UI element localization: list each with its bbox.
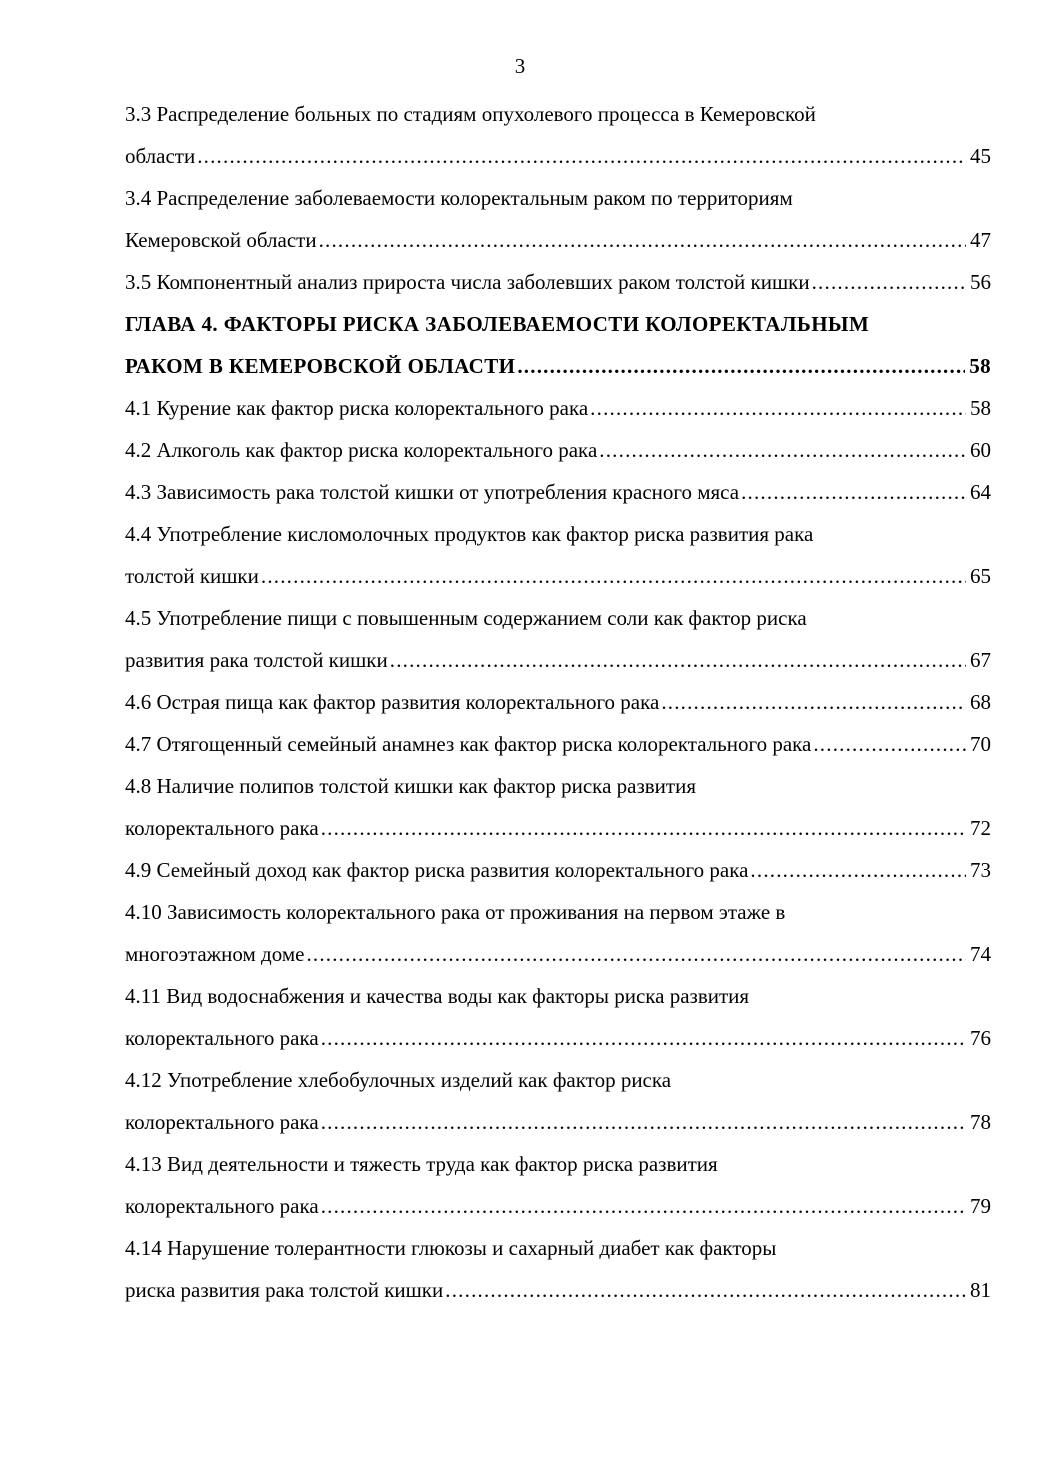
dot-leader	[321, 1101, 966, 1143]
toc-entry-leader-line	[125, 639, 991, 681]
toc-entry-page-number: 79	[970, 1194, 991, 1218]
toc-entry-page-number: 78	[970, 1110, 991, 1134]
toc-entry-leader-line	[125, 387, 991, 429]
toc-entry-page-number: 45	[970, 144, 991, 168]
toc-entry[interactable]	[125, 891, 991, 975]
toc-entry-title: 4.7 Отягощенный семейный анамнез как фактор риска колоректального рака	[125, 732, 812, 756]
toc-entry-page-number: 70	[970, 732, 991, 756]
dot-leader	[517, 345, 965, 387]
toc-entry[interactable]	[125, 261, 991, 303]
toc-entry-page-number: 58	[969, 354, 991, 378]
toc-entry-leader-line	[125, 219, 991, 261]
toc-entry-title: РАКОМ В КЕМЕРОВСКОЙ ОБЛАСТИ	[125, 354, 516, 378]
toc-entry-title: Кемеровской области	[125, 228, 317, 252]
toc-entry[interactable]	[125, 177, 991, 261]
toc-entry-title: толстой кишки	[125, 564, 259, 588]
toc-entry[interactable]	[125, 681, 991, 723]
toc-entry[interactable]	[125, 471, 991, 513]
toc-entry-title: 4.3 Зависимость рака толстой кишки от употребления красного мяса	[125, 480, 740, 504]
toc-entry[interactable]	[125, 1143, 991, 1227]
toc-entry-page-number: 76	[970, 1026, 991, 1050]
toc-entry-title-line: ГЛАВА 4. ФАКТОРЫ РИСКА ЗАБОЛЕВАЕМОСТИ КОЛОРЕКТАЛЬНЫМ	[125, 312, 870, 336]
toc-entry-leader-line	[125, 1101, 991, 1143]
toc-entry-title: 4.9 Семейный доход как фактор риска развития колоректального рака	[125, 858, 749, 882]
toc-entry[interactable]	[125, 1059, 991, 1143]
toc-entry-title-line: 4.4 Употребление кисломолочных продуктов как фактор риска развития рака	[125, 522, 814, 546]
toc-entry-leader-line	[125, 555, 991, 597]
toc-entry-title: колоректального рака	[125, 1026, 319, 1050]
toc-entry-title-line: 4.12 Употребление хлебобулочных изделий как фактор риска	[125, 1068, 672, 1092]
toc-entry-page-number: 74	[970, 942, 991, 966]
toc-entry[interactable]	[125, 597, 991, 681]
dot-leader	[306, 933, 966, 975]
toc-entry-leader-line	[125, 807, 991, 849]
dot-leader	[321, 807, 966, 849]
toc-entry-leader-line	[125, 471, 991, 513]
dot-leader	[261, 555, 966, 597]
toc-entry-page-number: 60	[970, 438, 991, 462]
dot-leader	[445, 1269, 966, 1311]
toc-entry-title: колоректального рака	[125, 1110, 319, 1134]
toc-entry-leader-line	[125, 1269, 991, 1311]
page-number: 3	[514, 54, 526, 78]
toc-entry-page-number: 72	[970, 816, 991, 840]
toc-entry-title: 3.5 Компонентный анализ прироста числа заболевших раком толстой кишки	[125, 270, 810, 294]
dot-leader	[661, 681, 966, 723]
toc-entry-leader-line	[125, 1185, 991, 1227]
toc-entry-title: многоэтажном доме	[125, 942, 305, 966]
toc-entry-title: риска развития рака толстой кишки	[125, 1278, 444, 1302]
toc-entry-title-line: 4.10 Зависимость колоректального рака от проживания на первом этаже в	[125, 900, 786, 924]
toc-entry-title: развития рака толстой кишки	[125, 648, 388, 672]
toc-entry[interactable]	[125, 429, 991, 471]
dot-leader	[813, 723, 966, 765]
toc-entry-title-line: 3.4 Распределение заболеваемости колоректальным раком по территориям	[125, 186, 793, 210]
toc-entry-title-line: 4.14 Нарушение толерантности глюкозы и сахарный диабет как факторы	[125, 1236, 777, 1260]
toc-entry-leader-line	[125, 135, 991, 177]
toc-entry-title-line: 4.5 Употребление пищи с повышенным содержанием соли как фактор риска	[125, 606, 807, 630]
toc-entry-leader-line	[125, 429, 991, 471]
dot-leader	[197, 135, 966, 177]
dot-leader	[321, 1017, 966, 1059]
toc-entry-page-number: 58	[970, 396, 991, 420]
dot-leader	[390, 639, 966, 681]
toc-entry[interactable]	[125, 765, 991, 849]
toc-entry[interactable]	[125, 849, 991, 891]
toc-entry-leader-line	[125, 681, 991, 723]
dot-leader	[750, 849, 966, 891]
toc-entry-title-line: 4.13 Вид деятельности и тяжесть труда как фактор риска развития	[125, 1152, 718, 1176]
toc-entry-title-line: 4.11 Вид водоснабжения и качества воды как факторы риска развития	[125, 984, 750, 1008]
dot-leader	[590, 387, 966, 429]
toc-entry-page-number: 81	[970, 1278, 991, 1302]
table-of-contents	[125, 93, 991, 1311]
toc-entry[interactable]	[125, 975, 991, 1059]
toc-entry[interactable]	[125, 1227, 991, 1311]
toc-entry-page-number: 47	[970, 228, 991, 252]
toc-entry-page-number: 64	[970, 480, 991, 504]
toc-entry-page-number: 68	[970, 690, 991, 714]
dot-leader	[741, 471, 966, 513]
toc-entry-leader-line	[125, 723, 991, 765]
toc-entry-page-number: 65	[970, 564, 991, 588]
toc-entry-title: колоректального рака	[125, 1194, 319, 1218]
toc-entry-page-number: 56	[970, 270, 991, 294]
toc-entry-leader-line	[125, 849, 991, 891]
dot-leader	[319, 219, 966, 261]
toc-entry-title: области	[125, 144, 196, 168]
toc-entry-leader-line	[125, 1017, 991, 1059]
toc-entry-title: 4.6 Острая пища как фактор развития колоректального рака	[125, 690, 660, 714]
toc-entry[interactable]	[125, 513, 991, 597]
toc-entry[interactable]	[125, 387, 991, 429]
toc-entry-page-number: 67	[970, 648, 991, 672]
toc-entry-title: 4.2 Алкоголь как фактор риска колоректального рака	[125, 438, 598, 462]
toc-entry-title-line: 4.8 Наличие полипов толстой кишки как фактор риска развития	[125, 774, 696, 798]
toc-chapter-entry[interactable]	[125, 303, 991, 387]
dot-leader	[321, 1185, 966, 1227]
toc-entry-title: 4.1 Курение как фактор риска колоректального рака	[125, 396, 589, 420]
dot-leader	[599, 429, 966, 471]
dot-leader	[812, 261, 966, 303]
toc-entry[interactable]	[125, 93, 991, 177]
toc-entry-leader-line	[125, 345, 991, 387]
toc-entry-title: колоректального рака	[125, 816, 319, 840]
toc-entry[interactable]	[125, 723, 991, 765]
toc-entry-leader-line	[125, 261, 991, 303]
toc-entry-title-line: 3.3 Распределение больных по стадиям опухолевого процесса в Кемеровской	[125, 102, 816, 126]
toc-entry-leader-line	[125, 933, 991, 975]
toc-entry-page-number: 73	[970, 858, 991, 882]
